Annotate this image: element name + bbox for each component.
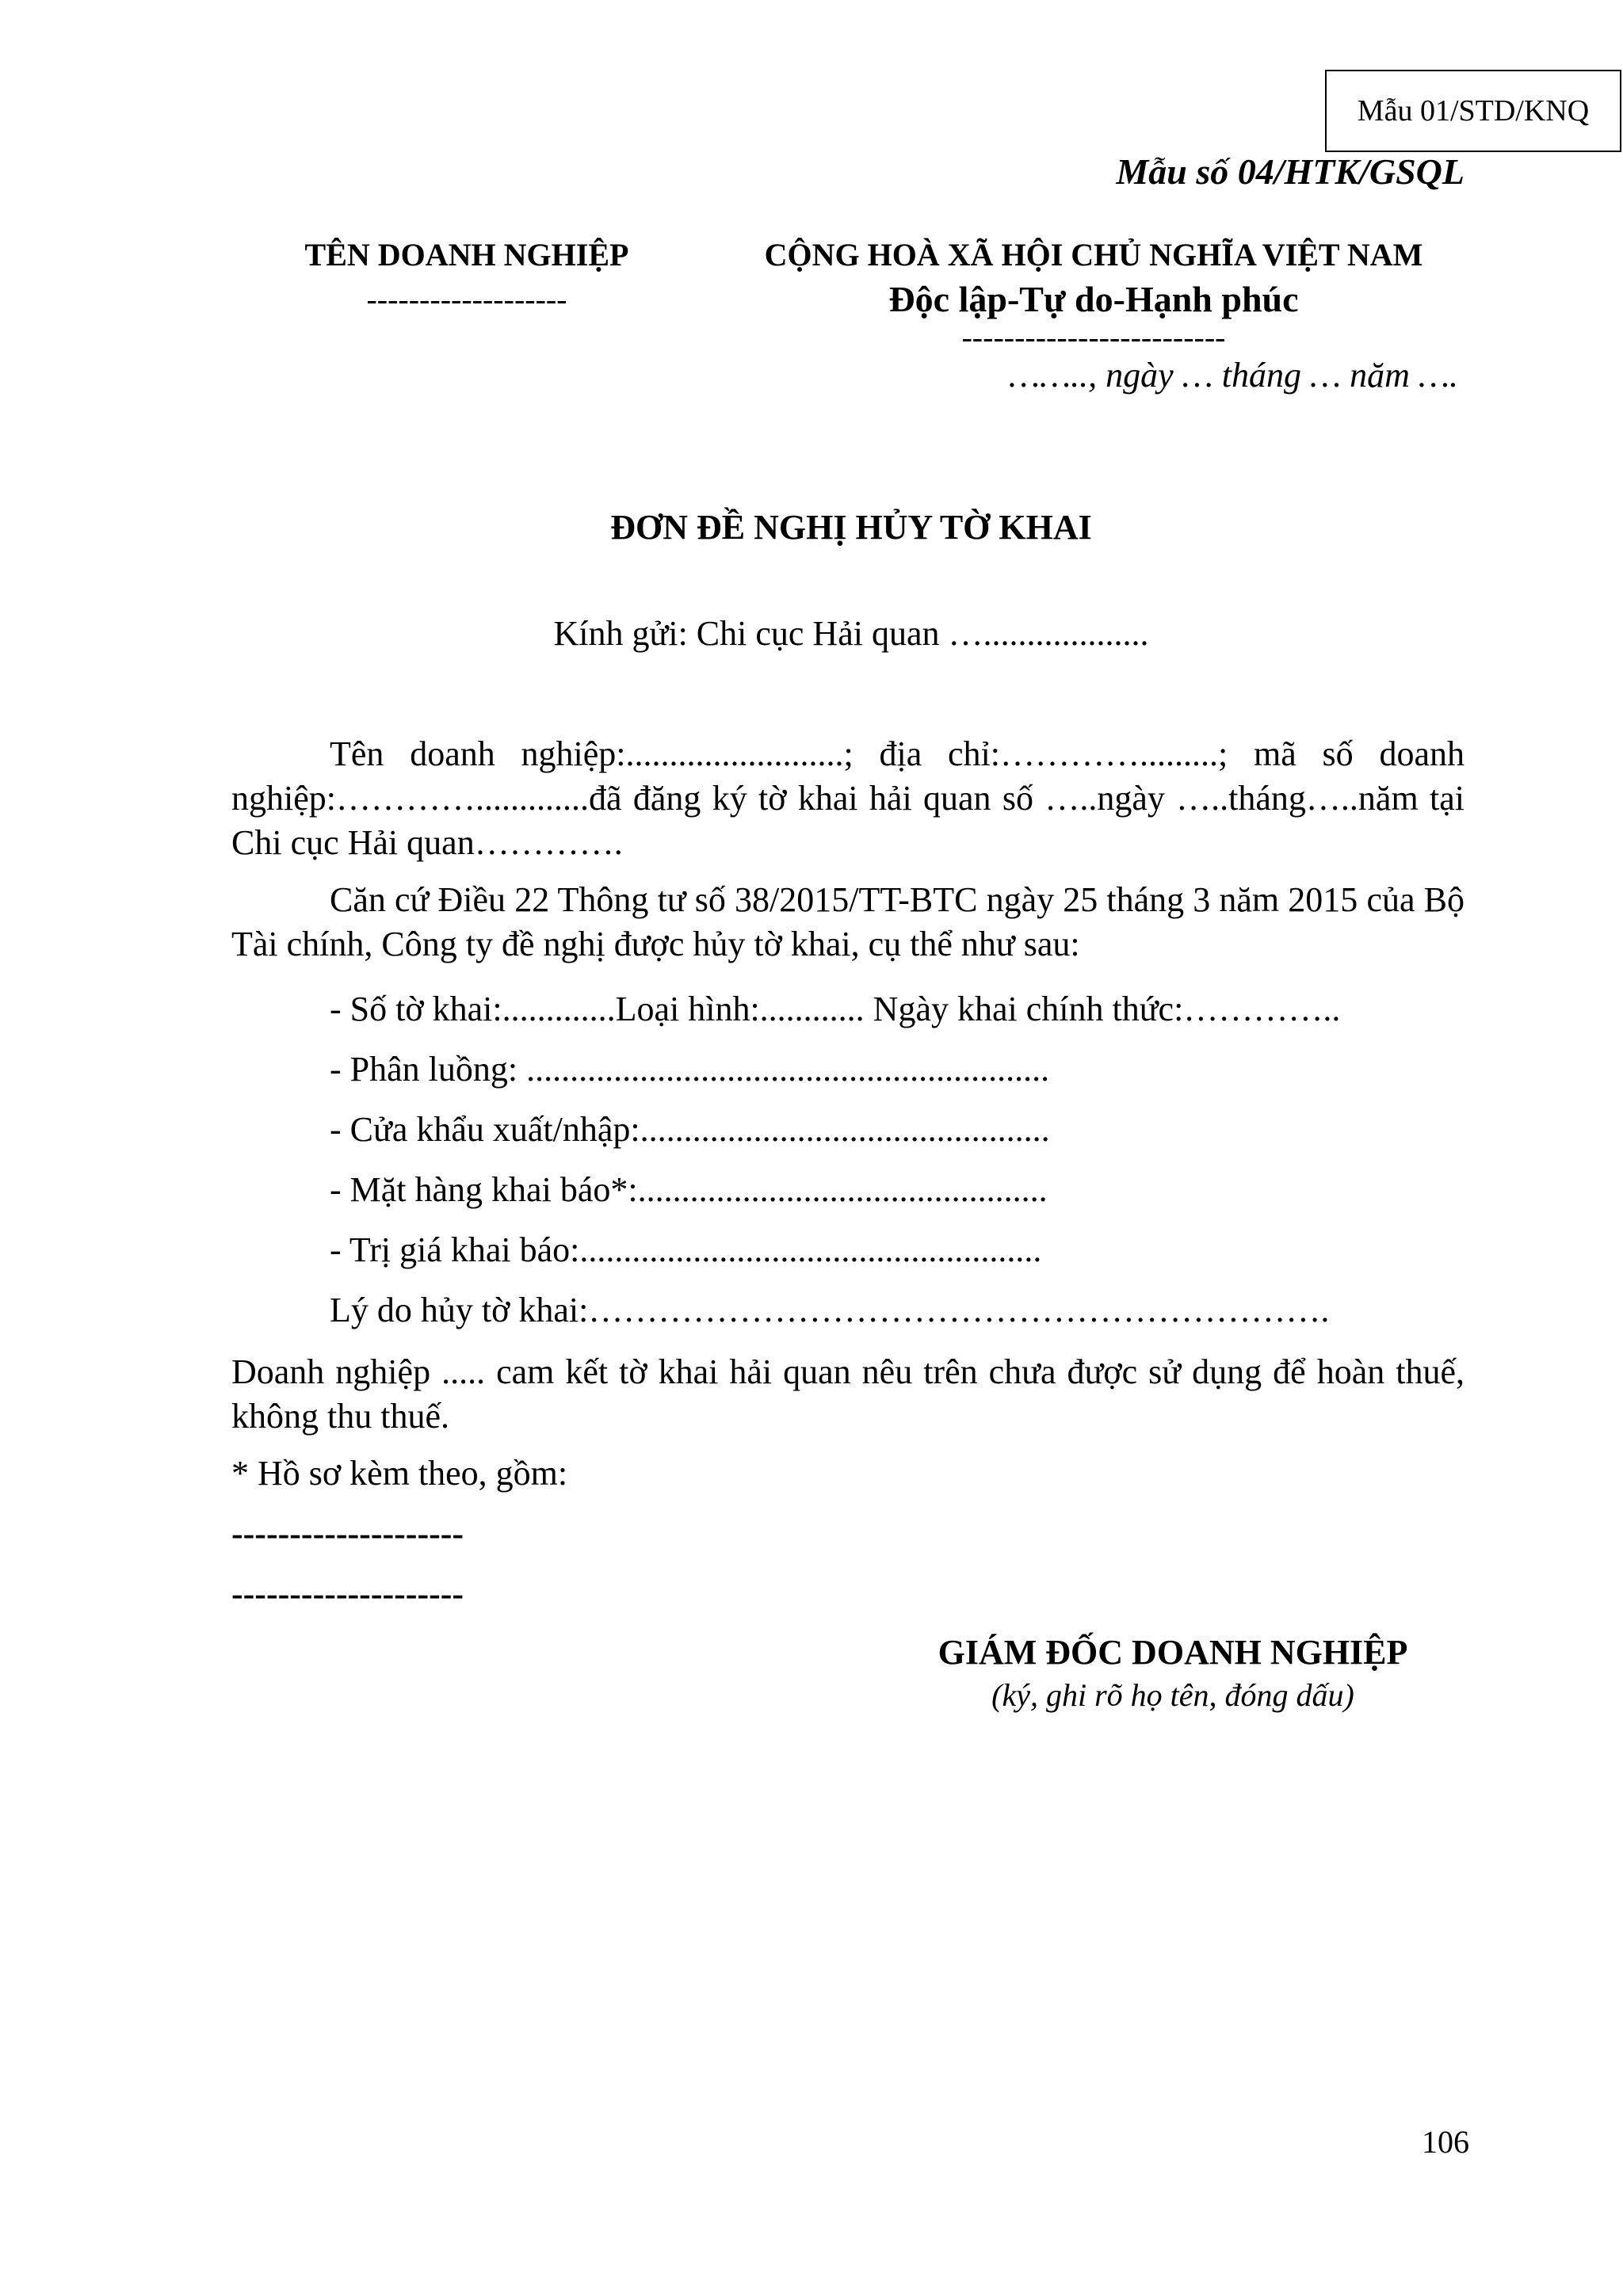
legal-basis-paragraph: Căn cứ Điều 22 Thông tư số 38/2015/TT-BTC ngày 25 tháng 3 năm 2015 của Bộ Tài chính, Công ty đề nghị được hủy tờ khai, cụ thể như sau: bbox=[231, 880, 1465, 963]
nation-header bbox=[745, 233, 1442, 353]
item-goods: - Mặt hàng khai báo*:............................................... bbox=[330, 1170, 1048, 1209]
item-declaration-number: - Số tờ khai:.............Loại hình:............ Ngày khai chính thức:………….. bbox=[330, 990, 1341, 1028]
signer-title: GIÁM ĐỐC DOANH NGHIỆP bbox=[938, 1633, 1408, 1672]
date-line: …….., ngày … tháng … năm …. bbox=[1008, 356, 1458, 395]
document-title: ĐƠN ĐỀ NGHỊ HỦY TỜ KHAI bbox=[610, 508, 1092, 547]
company-name: TÊN DOANH NGHIỆP bbox=[304, 237, 629, 273]
page-number: 106 bbox=[1422, 2124, 1469, 2160]
form-code-box bbox=[1325, 70, 1621, 152]
national-motto: Độc lập-Tự do-Hạnh phúc bbox=[888, 279, 1299, 319]
item-channel: - Phân luồng: ............................................................ bbox=[330, 1050, 1050, 1089]
item-value: - Trị giá khai báo:..................................................... bbox=[330, 1230, 1042, 1269]
item-border-gate: - Cửa khẩu xuất/nhập:............................................... bbox=[330, 1110, 1050, 1149]
attachments-label: * Hồ sơ kèm theo, gồm: bbox=[231, 1454, 568, 1493]
form-code: Mẫu 01/STD/KNQ bbox=[1357, 94, 1590, 128]
reason-line: Lý do hủy tờ khai:………………………………………………………. bbox=[330, 1291, 1330, 1329]
company-info-paragraph: Tên doanh nghiệp:.........................; địa chỉ:………….........; mã số doanh nghiệp:………….............đã đăng ký tờ khai hải quan số …..ngày …..tháng…..năm tại Chi cục Hải quan…………. bbox=[231, 734, 1465, 862]
recipient-line: Kính gửi: Chi cục Hải quan …................... bbox=[553, 614, 1149, 653]
commitment-paragraph: Doanh nghiệp ..... cam kết tờ khai hải quan nêu trên chưa được sử dụng để hoàn thuế, không thu thuế. bbox=[231, 1352, 1465, 1436]
attachment-line: -------------------- bbox=[231, 1574, 464, 1613]
country-name: CỘNG HOÀ XÃ HỘI CHỦ NGHĨA VIỆT NAM bbox=[764, 237, 1423, 273]
form-number: Mẫu số 04/HTK/GSQL bbox=[1116, 151, 1465, 192]
company-header bbox=[300, 233, 634, 322]
company-divider: ------------------- bbox=[366, 281, 567, 317]
attachment-line: -------------------- bbox=[231, 1514, 464, 1553]
nation-divider: ------------------------- bbox=[961, 319, 1226, 355]
signer-note: (ký, ghi rõ họ tên, đóng dấu) bbox=[991, 1677, 1354, 1713]
